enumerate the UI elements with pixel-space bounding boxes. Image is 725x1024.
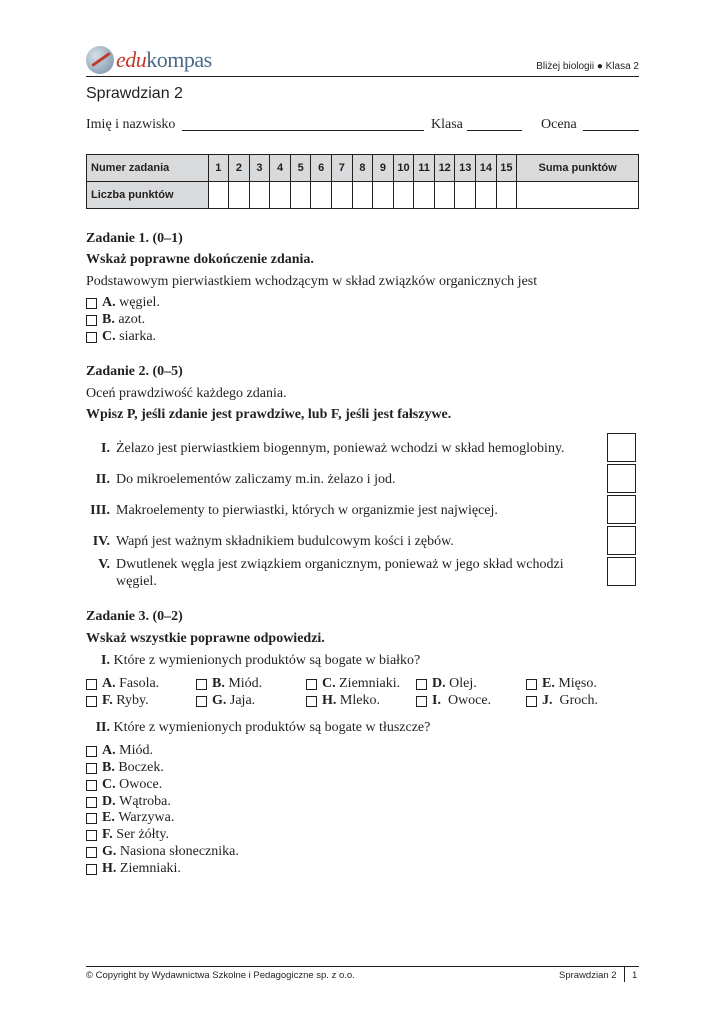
option-text: Ziemniaki. bbox=[119, 861, 181, 876]
checkbox[interactable] bbox=[196, 679, 207, 690]
option-text: Jaja. bbox=[229, 693, 256, 708]
class-field[interactable] bbox=[467, 130, 522, 131]
task-number-cell: 13 bbox=[455, 155, 476, 182]
option-text: Nasiona słonecznika. bbox=[119, 844, 239, 859]
statement-1 bbox=[86, 440, 601, 457]
task2-intro: Oceń prawdziwość każdego zdania. bbox=[86, 386, 287, 401]
task-number-cell: 6 bbox=[311, 155, 332, 182]
header-divider bbox=[86, 76, 639, 77]
checkbox[interactable] bbox=[86, 763, 97, 774]
option-letter: A. bbox=[102, 743, 116, 758]
q1-option-e[interactable] bbox=[526, 675, 597, 692]
task-number-cell: 15 bbox=[496, 155, 517, 182]
option-text: Miód. bbox=[119, 743, 153, 758]
points-cell[interactable] bbox=[249, 182, 270, 209]
task-number-cell: 9 bbox=[373, 155, 394, 182]
task-number-cell: 11 bbox=[414, 155, 435, 182]
task-number-cell: 4 bbox=[270, 155, 291, 182]
q2-option-b[interactable] bbox=[86, 759, 164, 776]
statement-3 bbox=[86, 502, 601, 519]
option-text: Wątroba. bbox=[119, 794, 171, 809]
statement-text: Dwutlenek węgla jest związkiem organicznym, ponieważ w jego skład wchodzi bbox=[116, 557, 564, 572]
student-fields bbox=[86, 117, 639, 135]
option-letter: J. bbox=[542, 693, 553, 708]
name-field[interactable] bbox=[182, 130, 424, 131]
answer-box-1[interactable] bbox=[607, 433, 636, 462]
statement-text: Wapń jest ważnym składnikiem budulcowym kości i zębów. bbox=[116, 534, 454, 549]
option-letter: E. bbox=[102, 810, 115, 825]
option-text: Boczek. bbox=[118, 760, 164, 775]
footer-copyright: © Copyright by Wydawnictwa Szkolne i Pedagogiczne sp. z o.o. bbox=[86, 970, 355, 981]
statement-number: V. bbox=[98, 557, 110, 572]
checkbox[interactable] bbox=[86, 830, 97, 841]
task-number-cell: 12 bbox=[434, 155, 455, 182]
option-letter: G. bbox=[212, 693, 227, 708]
q1-option-b[interactable] bbox=[196, 675, 262, 692]
q1-option-j[interactable] bbox=[526, 692, 598, 709]
q2-option-d[interactable] bbox=[86, 793, 171, 810]
task-number-cell: 7 bbox=[332, 155, 353, 182]
checkbox[interactable] bbox=[86, 847, 97, 858]
score-table bbox=[86, 154, 639, 209]
q2-option-g[interactable] bbox=[86, 843, 239, 860]
q2-option-h[interactable] bbox=[86, 860, 181, 877]
answer-box-2[interactable] bbox=[607, 464, 636, 493]
option-text: Mleko. bbox=[339, 693, 380, 708]
task-number-cell: 3 bbox=[249, 155, 270, 182]
task2-heading: Zadanie 2. (0–5) bbox=[86, 364, 183, 379]
checkbox[interactable] bbox=[306, 696, 317, 707]
option-letter: B. bbox=[212, 676, 225, 691]
checkbox[interactable] bbox=[86, 315, 97, 326]
option-letter: C. bbox=[322, 676, 336, 691]
checkbox[interactable] bbox=[86, 746, 97, 757]
option-letter: I. bbox=[432, 693, 441, 708]
checkbox[interactable] bbox=[526, 679, 537, 690]
points-cell[interactable] bbox=[373, 182, 394, 209]
task1-heading: Zadanie 1. (0–1) bbox=[86, 231, 183, 246]
statement-text: Żelazo jest pierwiastkiem biogennym, ponieważ wchodzi w skład hemoglobiny. bbox=[116, 441, 565, 456]
checkbox[interactable] bbox=[86, 797, 97, 808]
task-number-cell: 10 bbox=[393, 155, 414, 182]
checkbox[interactable] bbox=[86, 813, 97, 824]
checkbox[interactable] bbox=[86, 332, 97, 343]
task3-instruction: Wskaż wszystkie poprawne odpowiedzi. bbox=[86, 631, 325, 646]
option-text: Groch. bbox=[559, 693, 598, 708]
statement-2 bbox=[86, 471, 601, 488]
q1-option-c[interactable] bbox=[306, 675, 400, 692]
sum-points-cell[interactable] bbox=[517, 182, 639, 209]
page-title: Sprawdzian 2 bbox=[86, 85, 183, 102]
option-letter: G. bbox=[102, 844, 117, 859]
answer-box-5[interactable] bbox=[607, 557, 636, 586]
points-cell[interactable] bbox=[476, 182, 497, 209]
class-label: Klasa bbox=[431, 117, 463, 132]
option-letter: C. bbox=[102, 329, 116, 344]
option-text: Fasola. bbox=[119, 676, 160, 691]
question-number: II. bbox=[95, 720, 110, 735]
task1-instruction: Wskaż poprawne dokończenie zdania. bbox=[86, 252, 314, 267]
compass-logo-icon bbox=[86, 46, 114, 74]
task1-option-c[interactable] bbox=[86, 328, 156, 345]
points-cell[interactable] bbox=[414, 182, 435, 209]
q1-option-a[interactable] bbox=[86, 675, 159, 692]
task1-option-b[interactable] bbox=[86, 311, 145, 328]
statement-text: Do mikroelementów zaliczamy m.in. żelazo i jod. bbox=[116, 472, 396, 487]
option-text: siarka. bbox=[119, 329, 157, 344]
question-text: Które z wymienionych produktów są bogate w białko? bbox=[113, 653, 421, 668]
q2-option-c[interactable] bbox=[86, 776, 162, 793]
q1-option-f[interactable] bbox=[86, 692, 149, 709]
q1-option-g[interactable] bbox=[196, 692, 255, 709]
q1-option-d[interactable] bbox=[416, 675, 477, 692]
points-cell[interactable] bbox=[332, 182, 353, 209]
task-number-cell: 14 bbox=[476, 155, 497, 182]
option-text: Warzywa. bbox=[118, 810, 175, 825]
sum-label-cell: Suma punktów bbox=[517, 155, 639, 182]
question-text: Które z wymienionych produktów są bogate w tłuszcze? bbox=[113, 720, 431, 735]
statement-5 bbox=[86, 556, 601, 590]
q2-option-e[interactable] bbox=[86, 809, 174, 826]
option-text: azot. bbox=[118, 312, 146, 327]
series-label: Bliżej biologii ● Klasa 2 bbox=[536, 61, 639, 72]
points-cell[interactable] bbox=[208, 182, 229, 209]
points-cell[interactable] bbox=[434, 182, 455, 209]
option-letter: H. bbox=[322, 693, 337, 708]
checkbox[interactable] bbox=[526, 696, 537, 707]
task1-option-a[interactable] bbox=[86, 294, 160, 311]
checkbox[interactable] bbox=[416, 696, 427, 707]
option-letter: B. bbox=[102, 760, 115, 775]
grade-field[interactable] bbox=[583, 130, 639, 131]
checkbox[interactable] bbox=[86, 696, 97, 707]
task1-question: Podstawowym pierwiastkiem wchodzącym w skład związków organicznych jest bbox=[86, 274, 538, 289]
logo-text-edu: edu bbox=[116, 47, 147, 72]
option-text: Ryby. bbox=[116, 693, 149, 708]
option-letter: A. bbox=[102, 295, 116, 310]
option-text: Miód. bbox=[228, 676, 263, 691]
option-text: Mięso. bbox=[558, 676, 597, 691]
question-number: I. bbox=[101, 653, 110, 668]
option-text: węgiel. bbox=[119, 295, 160, 310]
task-number-cell: 8 bbox=[352, 155, 373, 182]
option-letter: C. bbox=[102, 777, 116, 792]
checkbox[interactable] bbox=[86, 780, 97, 791]
option-text: Owoce. bbox=[119, 777, 163, 792]
statement-number: I. bbox=[101, 441, 110, 456]
option-letter: D. bbox=[432, 676, 446, 691]
score-table-header-row bbox=[87, 155, 639, 182]
points-cell[interactable] bbox=[290, 182, 311, 209]
task2-instruction: Wpisz P, jeśli zdanie jest prawdziwe, lub F, jeśli jest fałszywe. bbox=[86, 407, 452, 422]
statement-number: II. bbox=[95, 472, 110, 487]
points-cell[interactable] bbox=[496, 182, 517, 209]
name-label: Imię i nazwisko bbox=[86, 117, 176, 132]
task-number-cell: 5 bbox=[290, 155, 311, 182]
q2-option-a[interactable] bbox=[86, 742, 153, 759]
row-label-points: Liczba punktów bbox=[87, 182, 209, 209]
score-table-points-row bbox=[87, 182, 639, 209]
statement-number: III. bbox=[90, 503, 110, 518]
task-number-cell: 1 bbox=[208, 155, 229, 182]
option-letter: D. bbox=[102, 794, 116, 809]
task3-question-1 bbox=[86, 652, 420, 669]
statement-4 bbox=[86, 533, 601, 550]
option-letter: A. bbox=[102, 676, 116, 691]
checkbox[interactable] bbox=[416, 679, 427, 690]
option-text: Owoce. bbox=[447, 693, 492, 708]
q1-option-i[interactable] bbox=[416, 692, 491, 709]
edukompas-logo bbox=[86, 44, 212, 76]
footer-divider bbox=[86, 966, 639, 967]
option-text: Ziemniaki. bbox=[339, 676, 401, 691]
answer-box-3[interactable] bbox=[607, 495, 636, 524]
checkbox[interactable] bbox=[86, 298, 97, 309]
points-cell[interactable] bbox=[455, 182, 476, 209]
page-number: 1 bbox=[632, 970, 638, 981]
statement-number: IV. bbox=[92, 534, 110, 549]
logo-text-kompas: kompas bbox=[146, 47, 212, 72]
footer-separator bbox=[624, 966, 625, 982]
checkbox[interactable] bbox=[86, 679, 97, 690]
option-letter: H. bbox=[102, 861, 117, 876]
row-label-task-number: Numer zadania bbox=[87, 155, 209, 182]
points-cell[interactable] bbox=[311, 182, 332, 209]
answer-box-4[interactable] bbox=[607, 526, 636, 555]
task3-heading: Zadanie 3. (0–2) bbox=[86, 609, 183, 624]
option-letter: F. bbox=[102, 693, 113, 708]
grade-label: Ocena bbox=[541, 117, 577, 132]
points-cell[interactable] bbox=[270, 182, 291, 209]
statement-text: Makroelementy to pierwiastki, których w organizmie jest najwięcej. bbox=[116, 503, 498, 518]
task3-question-2 bbox=[86, 719, 430, 736]
checkbox[interactable] bbox=[196, 696, 207, 707]
task-number-cell: 2 bbox=[229, 155, 250, 182]
checkbox[interactable] bbox=[86, 864, 97, 875]
footer-doc-name: Sprawdzian 2 bbox=[559, 970, 617, 981]
option-text: Olej. bbox=[449, 676, 477, 691]
option-letter: E. bbox=[542, 676, 555, 691]
points-cell[interactable] bbox=[229, 182, 250, 209]
q1-option-h[interactable] bbox=[306, 692, 380, 709]
option-letter: F. bbox=[102, 827, 113, 842]
option-letter: B. bbox=[102, 312, 115, 327]
checkbox[interactable] bbox=[306, 679, 317, 690]
points-cell[interactable] bbox=[352, 182, 373, 209]
q2-option-f[interactable] bbox=[86, 826, 169, 843]
points-cell[interactable] bbox=[393, 182, 414, 209]
option-text: Ser żółty. bbox=[116, 827, 170, 842]
statement-text-continued: węgiel. bbox=[116, 574, 157, 589]
